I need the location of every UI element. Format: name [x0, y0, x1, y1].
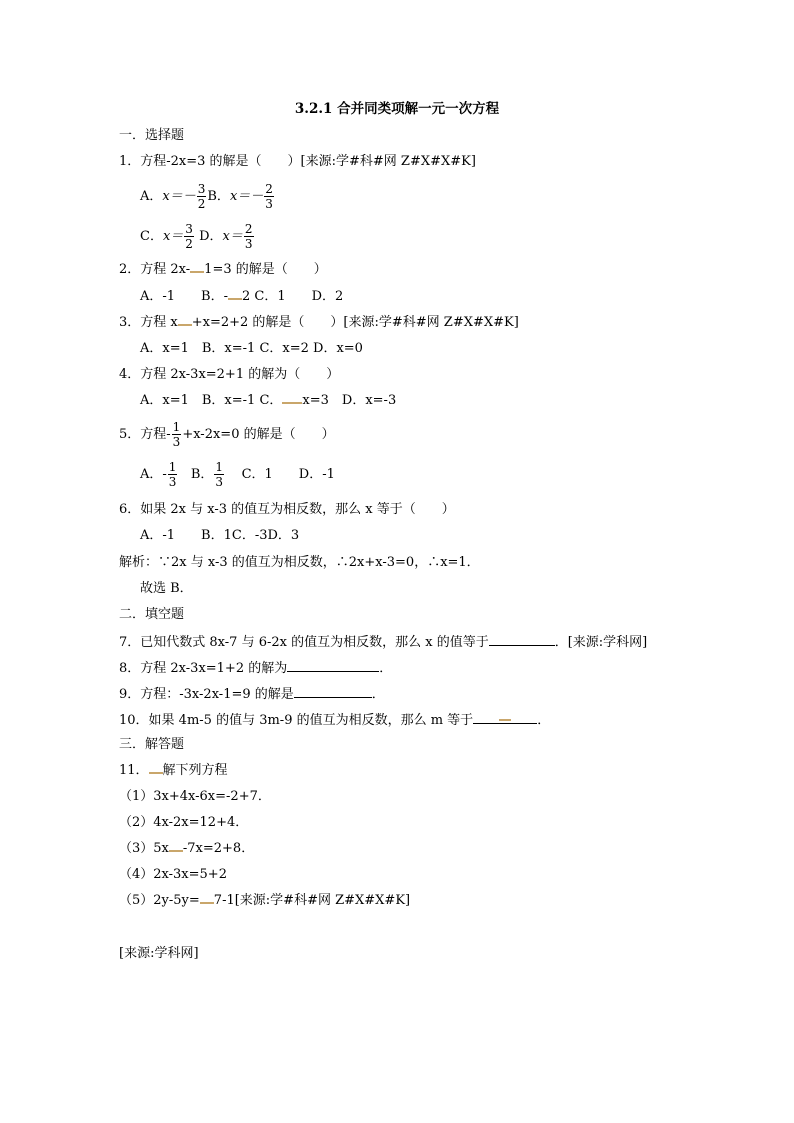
fraction: $\frac{3}{2}$ [197, 182, 206, 211]
question-10: 10．如果 4m-5 的值与 3m-9 的值互为相反数，那么 m 等于 ． [119, 713, 551, 728]
source-note: [来源:学科网] [119, 946, 199, 961]
watermark-dash [282, 394, 302, 404]
fraction: $\frac{1}{3}$ [172, 420, 181, 449]
question-2-options: A．-1 B．- 2 C．1 D．2 [140, 289, 344, 304]
answer-blank [294, 685, 372, 698]
equation-2: （2）4x-2x=12+4． [119, 815, 249, 830]
question-4-options: A．x=1 B．x=-1 C． x=3 D．x=-3 [140, 393, 397, 408]
equation-4: （4）2x-3x=5+2 [119, 867, 227, 882]
question-8: 8．方程 2x-3x=1+2 的解为 ． [119, 661, 393, 676]
question-9: 9．方程：-3x-2x-1=9 的解是 ． [119, 687, 385, 702]
watermark-dash [178, 316, 192, 326]
question-6-options: A．-1 B．1C．-3D．3 [140, 528, 300, 543]
question-1-stem: 1．方程-2x=3 的解是（ ）[来源:学#科#网 Z#X#X#K] [119, 154, 476, 169]
fraction: $\frac{3}{2}$ [185, 222, 193, 251]
question-1-options-cd: C．x＝ $\frac{3}{2}$ D．x＝ $\frac{2}{3}$ [140, 222, 253, 251]
question-7: 7．已知代数式 8x-7 与 6-2x 的值互为相反数，那么 x 的值等于 ．[来源:学科网] [119, 635, 648, 650]
question-6-stem: 6．如果 2x 与 x-3 的值互为相反数，那么 x 等于（ ） [119, 502, 455, 517]
section-fill-heading: 二．填空题 [119, 607, 185, 622]
fraction: $\frac{2}{3}$ [244, 222, 253, 251]
question-4-stem: 4．方程 2x-3x=2+1 的解为（ ） [119, 367, 340, 382]
section-solve-heading: 三．解答题 [119, 737, 185, 752]
answer-blank [287, 659, 379, 672]
analysis-text: 解析：∵2x 与 x-3 的值互为相反数，∴2x+x-3=0，∴x=1． [119, 555, 480, 570]
question-5-options: A．- $\frac{1}{3}$ B． $\frac{1}{3}$ C．1 D．-1 [140, 460, 335, 489]
watermark-dash [169, 842, 183, 852]
fraction: $\frac{2}{3}$ [265, 182, 273, 211]
watermark-dash [228, 290, 242, 300]
answer-blank [489, 633, 555, 646]
watermark-dash [200, 894, 214, 904]
question-1-options-ab: A．x＝－ $\frac{3}{2}$ B．x＝－ $\frac{2}{3}$ [140, 182, 273, 211]
equation-3: （3）5x -7x=2+8． [119, 841, 255, 856]
fraction: $\frac{1}{3}$ [215, 460, 224, 489]
question-2-stem: 2．方程 2x- 1=3 的解是（ ） [119, 262, 327, 277]
answer-blank [473, 711, 537, 724]
question-3-options: A．x=1 B．x=-1 C．x=2 D．x=0 [140, 341, 363, 356]
equation-1: （1）3x+4x-6x=-2+7． [119, 789, 271, 804]
page-title: 3.2.1 合并同类项解一元一次方程 [294, 101, 500, 117]
answer-text: 故选 B． [140, 581, 193, 596]
section-choice-heading: 一．选择题 [119, 128, 185, 143]
question-11-stem: 11． 解下列方程 [119, 763, 228, 778]
question-5-stem: 5．方程- $\frac{1}{3}$ +x-2x=0 的解是（ ） [119, 420, 335, 449]
watermark-dash [190, 263, 204, 273]
fraction: $\frac{1}{3}$ [168, 460, 177, 489]
watermark-dash [499, 711, 511, 721]
equation-5: （5）2y-5y= 7-1[来源:学#科#网 Z#X#X#K] [119, 893, 411, 908]
watermark-dash [149, 764, 163, 774]
question-3-stem: 3．方程 x +x=2+2 的解是（ ）[来源:学#科#网 Z#X#X#K] [119, 315, 519, 330]
